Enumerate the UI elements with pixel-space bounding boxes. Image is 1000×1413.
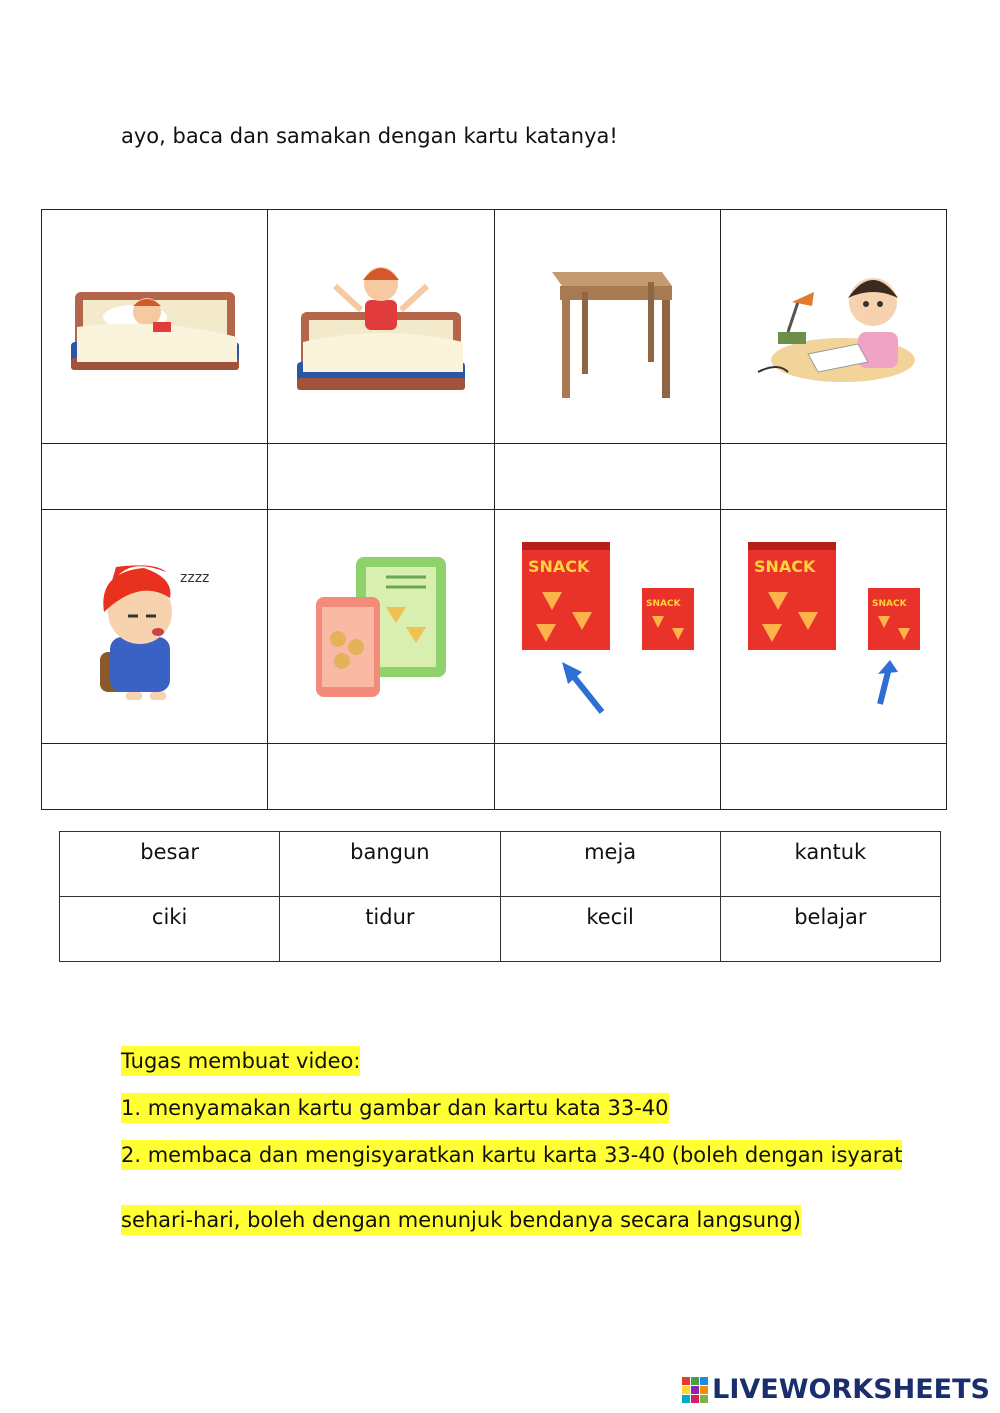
picture-card-2 — [268, 210, 494, 444]
logo-block — [682, 1386, 690, 1394]
answer-box-2[interactable] — [268, 444, 494, 510]
answer-box-7[interactable] — [494, 744, 720, 810]
word-card[interactable]: tidur — [280, 897, 500, 962]
svg-text:SNACK: SNACK — [754, 556, 816, 576]
logo-block — [700, 1395, 708, 1403]
word-card[interactable]: kecil — [500, 897, 720, 962]
task-item-2: 2. membaca dan mengisyaratkan kartu karta 33-40 (boleh dengan isyarat — [121, 1140, 902, 1170]
instruction-text: ayo, baca dan samakan dengan kartu katanya! — [121, 124, 618, 148]
picture-card-6 — [268, 510, 494, 744]
answer-input-8[interactable] — [731, 756, 935, 798]
sleepy-boy-icon — [70, 542, 240, 712]
word-card[interactable]: ciki — [60, 897, 280, 962]
svg-text:zzzz: zzzz — [179, 569, 210, 586]
logo-text: LIVEWORKSHEETS — [712, 1374, 990, 1405]
table-icon — [532, 252, 682, 402]
word-card-table — [59, 831, 941, 962]
answer-box-3[interactable] — [494, 444, 720, 510]
answer-input-4[interactable] — [731, 456, 935, 498]
task-item-2-continued: sehari-hari, boleh dengan menunjuk bendanya secara langsung) — [121, 1205, 801, 1235]
logo-block — [682, 1377, 690, 1385]
waking-up-in-bed-icon — [291, 252, 471, 402]
picture-card-5 — [42, 510, 268, 744]
svg-text:SNACK: SNACK — [528, 556, 590, 576]
big-snack-arrow-icon — [512, 532, 702, 722]
svg-text:SNACK: SNACK — [872, 598, 907, 609]
word-card[interactable]: besar — [60, 832, 280, 897]
answer-input-6[interactable] — [279, 756, 483, 798]
picture-grid — [41, 209, 947, 810]
logo-block — [691, 1377, 699, 1385]
svg-text:SNACK: SNACK — [646, 598, 681, 609]
answer-input-1[interactable] — [53, 456, 257, 498]
answer-input-5[interactable] — [53, 756, 257, 798]
word-card[interactable]: belajar — [720, 897, 940, 962]
answer-input-2[interactable] — [279, 456, 483, 498]
answer-box-1[interactable] — [42, 444, 268, 510]
small-snack-arrow-icon — [738, 532, 928, 722]
answer-box-8[interactable] — [720, 744, 946, 810]
logo-block — [691, 1386, 699, 1394]
picture-card-3 — [494, 210, 720, 444]
answer-box-6[interactable] — [268, 744, 494, 810]
logo-blocks-icon — [682, 1377, 708, 1403]
picture-card-4 — [720, 210, 946, 444]
logo-block — [700, 1386, 708, 1394]
answer-input-3[interactable] — [505, 456, 709, 498]
answer-box-5[interactable] — [42, 744, 268, 810]
liveworksheets-logo — [682, 1374, 990, 1405]
picture-card-7 — [494, 510, 720, 744]
chips-packs-icon — [306, 547, 456, 707]
word-card[interactable]: meja — [500, 832, 720, 897]
picture-card-1 — [42, 210, 268, 444]
sleeping-in-bed-icon — [65, 272, 245, 382]
logo-block — [682, 1395, 690, 1403]
answer-input-7[interactable] — [505, 756, 709, 798]
logo-block — [700, 1377, 708, 1385]
task-title: Tugas membuat video: — [121, 1046, 360, 1076]
picture-card-8 — [720, 510, 946, 744]
answer-box-4[interactable] — [720, 444, 946, 510]
word-card[interactable]: kantuk — [720, 832, 940, 897]
word-card[interactable]: bangun — [280, 832, 500, 897]
task-item-1: 1. menyamakan kartu gambar dan kartu kata 33-40 — [121, 1093, 669, 1123]
logo-block — [691, 1395, 699, 1403]
studying-child-icon — [748, 262, 918, 392]
